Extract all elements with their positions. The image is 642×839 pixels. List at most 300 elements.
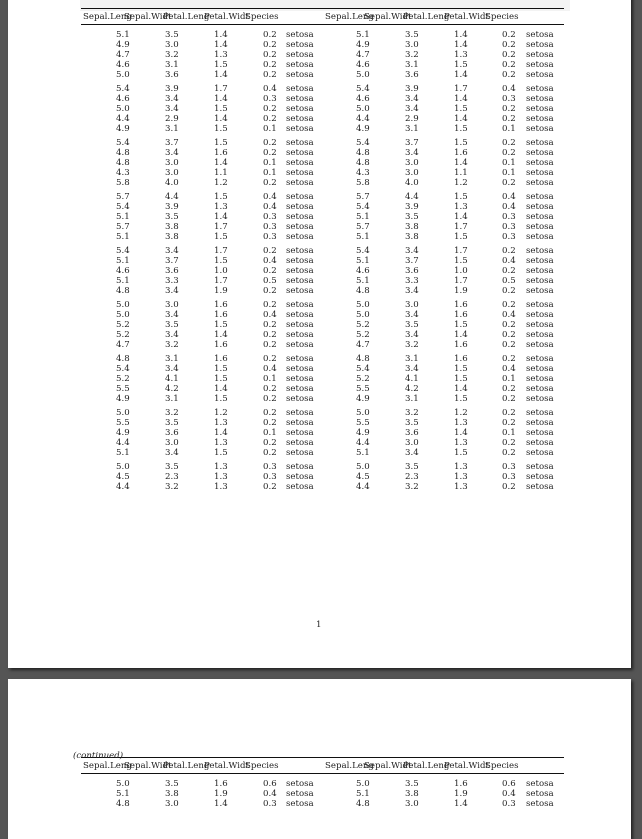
table-cell: 0.2 bbox=[502, 246, 516, 256]
table-cell: 4.8 bbox=[116, 799, 130, 809]
table-cell: 0.2 bbox=[502, 148, 516, 158]
table-cell: setosa bbox=[526, 340, 554, 350]
table-cell: 4.6 bbox=[116, 60, 130, 70]
table-cell: setosa bbox=[526, 330, 554, 340]
table-cell: 1.1 bbox=[214, 168, 228, 178]
table-cell: 0.2 bbox=[502, 178, 516, 188]
table-cell: 4.9 bbox=[116, 394, 130, 404]
table-cell: 1.4 bbox=[454, 158, 468, 168]
table-cell: 4.2 bbox=[165, 384, 179, 394]
table-cell: 1.4 bbox=[454, 94, 468, 104]
table-cell: setosa bbox=[286, 330, 314, 340]
table-cell: 0.2 bbox=[502, 408, 516, 418]
table-cell: 1.7 bbox=[214, 246, 228, 256]
table-row bbox=[81, 266, 564, 276]
table-cell: 4.4 bbox=[116, 482, 130, 492]
table-cell: 1.4 bbox=[454, 212, 468, 222]
table-row bbox=[81, 246, 564, 256]
table-cell: 1.5 bbox=[454, 374, 468, 384]
table-cell: 1.4 bbox=[454, 384, 468, 394]
table-cell: 3.5 bbox=[165, 779, 179, 789]
table-cell: 3.5 bbox=[165, 30, 179, 40]
table-cell: 1.3 bbox=[454, 482, 468, 492]
table-cell: 4.3 bbox=[356, 168, 370, 178]
table-cell: 0.4 bbox=[502, 202, 516, 212]
table-cell: 0.2 bbox=[502, 266, 516, 276]
table-cell: setosa bbox=[526, 266, 554, 276]
table-cell: setosa bbox=[526, 428, 554, 438]
table-cell: setosa bbox=[286, 394, 314, 404]
table-cell: 5.0 bbox=[116, 310, 130, 320]
table-cell: 0.2 bbox=[263, 286, 277, 296]
table-cell: 3.5 bbox=[405, 418, 419, 428]
table-cell: 1.9 bbox=[454, 286, 468, 296]
table-cell: 0.2 bbox=[263, 178, 277, 188]
table-cell: setosa bbox=[526, 462, 554, 472]
table-cell: 0.4 bbox=[263, 192, 277, 202]
table-row bbox=[81, 354, 564, 364]
table-cell: 1.6 bbox=[214, 148, 228, 158]
table-cell: 1.5 bbox=[214, 138, 228, 148]
table-cell: 1.3 bbox=[454, 202, 468, 212]
table-cell: 3.2 bbox=[165, 340, 179, 350]
table-row bbox=[81, 30, 564, 40]
table-row bbox=[81, 286, 564, 296]
table-cell: 4.2 bbox=[405, 384, 419, 394]
table-cell: 5.4 bbox=[116, 246, 130, 256]
table-row bbox=[81, 50, 564, 60]
table-cell: 0.2 bbox=[263, 300, 277, 310]
table-cell: setosa bbox=[526, 138, 554, 148]
table-row bbox=[81, 60, 564, 70]
table-cell: 1.4 bbox=[454, 70, 468, 80]
table-cell: setosa bbox=[526, 364, 554, 374]
table-cell: 1.7 bbox=[454, 246, 468, 256]
table-cell: 1.4 bbox=[454, 330, 468, 340]
table-cell: setosa bbox=[526, 104, 554, 114]
table-cell: 3.1 bbox=[165, 354, 179, 364]
table-cell: 1.5 bbox=[454, 124, 468, 134]
table-cell: 1.5 bbox=[454, 192, 468, 202]
table-cell: 1.4 bbox=[454, 40, 468, 50]
table-cell: 2.3 bbox=[165, 472, 179, 482]
table-row bbox=[81, 428, 564, 438]
table-cell: setosa bbox=[286, 799, 314, 809]
table-cell: 0.3 bbox=[263, 94, 277, 104]
table-cell: 3.1 bbox=[165, 394, 179, 404]
table-cell: 4.4 bbox=[165, 192, 179, 202]
table-cell: 0.4 bbox=[263, 364, 277, 374]
table-cell: 1.6 bbox=[214, 340, 228, 350]
table-cell: 1.2 bbox=[454, 178, 468, 188]
table-cell: 0.2 bbox=[502, 330, 516, 340]
table-cell: 0.2 bbox=[502, 40, 516, 50]
table-cell: setosa bbox=[526, 418, 554, 428]
table-cell: 5.0 bbox=[356, 310, 370, 320]
table-cell: 1.9 bbox=[454, 789, 468, 799]
table-cell: 0.6 bbox=[502, 779, 516, 789]
table-cell: 4.1 bbox=[165, 374, 179, 384]
table-cell: 3.4 bbox=[405, 330, 419, 340]
column-header: Sepal.Leng bbox=[83, 761, 132, 771]
table-cell: 5.7 bbox=[116, 222, 130, 232]
table-cell: 3.6 bbox=[405, 428, 419, 438]
table-row bbox=[81, 799, 564, 809]
table-cell: 0.2 bbox=[263, 266, 277, 276]
table-cell: setosa bbox=[526, 30, 554, 40]
table-cell: 3.0 bbox=[165, 300, 179, 310]
column-header: Sepal.Leng bbox=[325, 761, 374, 771]
table-cell: 3.4 bbox=[405, 246, 419, 256]
table-cell: setosa bbox=[526, 232, 554, 242]
table-cell: setosa bbox=[286, 482, 314, 492]
table-cell: 3.0 bbox=[165, 168, 179, 178]
table-cell: 1.3 bbox=[214, 50, 228, 60]
table-cell: 1.7 bbox=[214, 222, 228, 232]
table-cell: 3.5 bbox=[405, 779, 419, 789]
table-cell: 1.9 bbox=[214, 286, 228, 296]
table-cell: setosa bbox=[526, 114, 554, 124]
table-cell: 5.2 bbox=[356, 374, 370, 384]
table-cell: 5.1 bbox=[356, 448, 370, 458]
column-header: Species bbox=[245, 12, 279, 22]
table-cell: 3.1 bbox=[405, 354, 419, 364]
table-cell: 3.0 bbox=[405, 438, 419, 448]
table-cell: setosa bbox=[286, 266, 314, 276]
table-cell: 0.2 bbox=[502, 340, 516, 350]
table-cell: 3.0 bbox=[405, 40, 419, 50]
table-cell: setosa bbox=[286, 384, 314, 394]
table-cell: 0.3 bbox=[502, 212, 516, 222]
table-cell: 1.6 bbox=[454, 300, 468, 310]
table-cell: 0.2 bbox=[263, 482, 277, 492]
table-cell: 0.2 bbox=[502, 320, 516, 330]
table-cell: setosa bbox=[286, 408, 314, 418]
table-cell: setosa bbox=[526, 482, 554, 492]
table-cell: 5.5 bbox=[116, 418, 130, 428]
table-cell: 4.6 bbox=[116, 266, 130, 276]
table-row bbox=[81, 232, 564, 242]
table-row bbox=[81, 212, 564, 222]
table-cell: setosa bbox=[526, 286, 554, 296]
table-cell: 4.8 bbox=[356, 799, 370, 809]
table-cell: 1.5 bbox=[214, 232, 228, 242]
table-cell: 0.1 bbox=[502, 428, 516, 438]
table-cell: 3.0 bbox=[165, 799, 179, 809]
table-cell: 5.5 bbox=[356, 418, 370, 428]
table-cell: setosa bbox=[526, 94, 554, 104]
table-header bbox=[81, 760, 564, 772]
table-row bbox=[81, 438, 564, 448]
table-cell: 4.7 bbox=[356, 50, 370, 60]
table-cell: 1.2 bbox=[214, 178, 228, 188]
table-cell: 3.4 bbox=[165, 286, 179, 296]
table-cell: setosa bbox=[286, 50, 314, 60]
table-cell: setosa bbox=[526, 374, 554, 384]
table-row bbox=[81, 70, 564, 80]
table-cell: 3.4 bbox=[165, 94, 179, 104]
table-cell: 5.1 bbox=[356, 212, 370, 222]
table-cell: 5.1 bbox=[116, 212, 130, 222]
table-cell: 0.4 bbox=[263, 256, 277, 266]
table-cell: setosa bbox=[526, 60, 554, 70]
table-cell: 3.4 bbox=[405, 448, 419, 458]
table-cell: 1.3 bbox=[454, 418, 468, 428]
table-cell: 2.3 bbox=[405, 472, 419, 482]
table-cell: 0.2 bbox=[263, 394, 277, 404]
table-cell: setosa bbox=[526, 799, 554, 809]
table-cell: 3.4 bbox=[165, 310, 179, 320]
column-header: Petal.Leng bbox=[403, 12, 450, 22]
table-cell: setosa bbox=[526, 300, 554, 310]
table-cell: 1.7 bbox=[214, 276, 228, 286]
table-cell: setosa bbox=[286, 320, 314, 330]
table-cell: 3.2 bbox=[165, 408, 179, 418]
table-cell: 1.5 bbox=[214, 320, 228, 330]
table-cell: 4.4 bbox=[116, 438, 130, 448]
table-cell: setosa bbox=[286, 428, 314, 438]
table-cell: 3.4 bbox=[165, 364, 179, 374]
table-row bbox=[81, 374, 564, 384]
table-cell: 4.7 bbox=[356, 340, 370, 350]
table-cell: 5.0 bbox=[116, 70, 130, 80]
table-cell: 0.2 bbox=[502, 384, 516, 394]
table-cell: setosa bbox=[286, 354, 314, 364]
table-header bbox=[81, 11, 564, 23]
table-top-rule bbox=[81, 8, 564, 9]
table-cell: 1.5 bbox=[214, 448, 228, 458]
table-cell: 3.4 bbox=[405, 104, 419, 114]
table-cell: 5.4 bbox=[116, 202, 130, 212]
table-cell: 3.4 bbox=[165, 330, 179, 340]
table-cell: 1.3 bbox=[214, 482, 228, 492]
table-cell: 3.2 bbox=[405, 50, 419, 60]
table-cell: 3.5 bbox=[165, 320, 179, 330]
table-row bbox=[81, 330, 564, 340]
table-cell: 1.3 bbox=[454, 438, 468, 448]
table-cell: setosa bbox=[526, 212, 554, 222]
table-cell: setosa bbox=[286, 789, 314, 799]
table-cell: 3.1 bbox=[405, 124, 419, 134]
table-cell: 4.5 bbox=[116, 472, 130, 482]
table-cell: 3.8 bbox=[405, 789, 419, 799]
table-cell: 3.4 bbox=[405, 364, 419, 374]
table-cell: 4.4 bbox=[356, 114, 370, 124]
table-cell: 4.7 bbox=[116, 50, 130, 60]
table-cell: 1.1 bbox=[454, 168, 468, 178]
column-header: Sepal.Widt bbox=[124, 761, 172, 771]
table-cell: 1.4 bbox=[214, 158, 228, 168]
table-cell: 1.6 bbox=[454, 148, 468, 158]
table-row bbox=[81, 256, 564, 266]
table-cell: 1.4 bbox=[214, 40, 228, 50]
table-cell: 3.6 bbox=[165, 428, 179, 438]
table-cell: 0.1 bbox=[263, 428, 277, 438]
table-cell: setosa bbox=[526, 202, 554, 212]
table-row bbox=[81, 340, 564, 350]
table-cell: 3.7 bbox=[405, 256, 419, 266]
table-cell: 5.0 bbox=[116, 462, 130, 472]
table-cell: 5.0 bbox=[356, 300, 370, 310]
table-cell: 4.8 bbox=[116, 148, 130, 158]
column-header: Sepal.Widt bbox=[364, 12, 412, 22]
table-cell: 4.6 bbox=[356, 266, 370, 276]
table-cell: 0.2 bbox=[502, 482, 516, 492]
column-header: Sepal.Widt bbox=[124, 12, 172, 22]
table-cell: 3.7 bbox=[165, 138, 179, 148]
table-cell: 4.3 bbox=[116, 168, 130, 178]
table-cell: 0.2 bbox=[263, 354, 277, 364]
table-cell: 0.3 bbox=[263, 222, 277, 232]
table-cell: 1.4 bbox=[214, 212, 228, 222]
table-cell: 5.7 bbox=[116, 192, 130, 202]
table-cell: 3.9 bbox=[165, 202, 179, 212]
table-cell: 1.5 bbox=[454, 320, 468, 330]
table-cell: 0.1 bbox=[263, 374, 277, 384]
table-cell: setosa bbox=[526, 158, 554, 168]
table-cell: setosa bbox=[286, 148, 314, 158]
column-header: Species bbox=[245, 761, 279, 771]
table-row bbox=[81, 40, 564, 50]
table-cell: 5.0 bbox=[116, 779, 130, 789]
table-cell: 3.6 bbox=[165, 70, 179, 80]
table-cell: 3.4 bbox=[165, 148, 179, 158]
table-cell: 0.3 bbox=[502, 94, 516, 104]
table-cell: 3.0 bbox=[165, 40, 179, 50]
table-cell: setosa bbox=[286, 138, 314, 148]
table-cell: setosa bbox=[526, 354, 554, 364]
table-cell: setosa bbox=[286, 286, 314, 296]
table-cell: 0.4 bbox=[263, 310, 277, 320]
table-cell: 0.3 bbox=[502, 462, 516, 472]
table-header-rule bbox=[81, 773, 564, 774]
table-cell: 0.2 bbox=[263, 320, 277, 330]
table-cell: 1.5 bbox=[214, 104, 228, 114]
table-cell: 4.9 bbox=[116, 40, 130, 50]
table-cell: 0.4 bbox=[502, 310, 516, 320]
table-cell: 0.1 bbox=[263, 158, 277, 168]
table-cell: 1.5 bbox=[454, 60, 468, 70]
table-cell: 0.6 bbox=[263, 779, 277, 789]
table-cell: 0.4 bbox=[263, 202, 277, 212]
table-cell: 0.1 bbox=[263, 168, 277, 178]
table-cell: setosa bbox=[286, 178, 314, 188]
table-cell: setosa bbox=[286, 276, 314, 286]
table-cell: 1.0 bbox=[454, 266, 468, 276]
table-cell: 1.6 bbox=[214, 779, 228, 789]
table-cell: 5.0 bbox=[356, 104, 370, 114]
table-cell: 5.4 bbox=[356, 84, 370, 94]
table-cell: 3.5 bbox=[165, 212, 179, 222]
table-cell: 1.3 bbox=[454, 462, 468, 472]
table-cell: setosa bbox=[526, 50, 554, 60]
table-cell: 0.1 bbox=[263, 124, 277, 134]
table-cell: 1.5 bbox=[454, 256, 468, 266]
column-header: Species bbox=[485, 12, 519, 22]
table-cell: 0.2 bbox=[502, 70, 516, 80]
table-cell: setosa bbox=[286, 340, 314, 350]
table-cell: 4.5 bbox=[356, 472, 370, 482]
table-cell: setosa bbox=[286, 246, 314, 256]
table-cell: 3.8 bbox=[165, 789, 179, 799]
table-cell: 5.2 bbox=[116, 374, 130, 384]
table-cell: setosa bbox=[526, 448, 554, 458]
table-cell: 5.7 bbox=[356, 222, 370, 232]
table-cell: 5.1 bbox=[116, 789, 130, 799]
table-cell: setosa bbox=[286, 40, 314, 50]
table-cell: 0.2 bbox=[502, 104, 516, 114]
table-row bbox=[81, 384, 564, 394]
table-row bbox=[81, 114, 564, 124]
continued-label: (continued) bbox=[73, 751, 124, 761]
table-cell: setosa bbox=[526, 124, 554, 134]
table-cell: setosa bbox=[286, 310, 314, 320]
table-cell: 3.7 bbox=[165, 256, 179, 266]
table-cell: setosa bbox=[526, 70, 554, 80]
table-cell: 4.4 bbox=[356, 438, 370, 448]
table-cell: 0.2 bbox=[502, 60, 516, 70]
table-cell: 1.5 bbox=[454, 448, 468, 458]
table-cell: 3.0 bbox=[405, 158, 419, 168]
table-cell: 1.0 bbox=[214, 266, 228, 276]
table-cell: 1.5 bbox=[214, 124, 228, 134]
table-row bbox=[81, 310, 564, 320]
table-cell: 1.4 bbox=[214, 94, 228, 104]
table-cell: 0.2 bbox=[502, 418, 516, 428]
table-cell: setosa bbox=[286, 158, 314, 168]
table-cell: setosa bbox=[286, 222, 314, 232]
table-cell: 1.3 bbox=[214, 462, 228, 472]
table-cell: 1.4 bbox=[454, 30, 468, 40]
table-cell: setosa bbox=[526, 40, 554, 50]
table-cell: 0.3 bbox=[502, 222, 516, 232]
table-cell: setosa bbox=[526, 168, 554, 178]
column-header: Petal.Leng bbox=[163, 761, 210, 771]
table-cell: 5.8 bbox=[356, 178, 370, 188]
table-cell: 5.5 bbox=[116, 384, 130, 394]
column-header: Sepal.Widt bbox=[364, 761, 412, 771]
table-cell: 0.2 bbox=[263, 408, 277, 418]
table-row bbox=[81, 158, 564, 168]
table-cell: 0.2 bbox=[263, 418, 277, 428]
table-cell: 1.7 bbox=[454, 276, 468, 286]
table-cell: 5.4 bbox=[356, 138, 370, 148]
table-cell: 1.6 bbox=[454, 310, 468, 320]
table-cell: 3.4 bbox=[405, 148, 419, 158]
table-cell: 5.4 bbox=[116, 84, 130, 94]
table-cell: setosa bbox=[286, 364, 314, 374]
table-cell: 3.0 bbox=[405, 168, 419, 178]
table-cell: 0.3 bbox=[263, 462, 277, 472]
table-cell: 5.5 bbox=[356, 384, 370, 394]
table-cell: 5.0 bbox=[116, 300, 130, 310]
table-cell: setosa bbox=[286, 70, 314, 80]
column-header: Sepal.Leng bbox=[325, 12, 374, 22]
table-cell: 4.0 bbox=[405, 178, 419, 188]
table-cell: 3.6 bbox=[165, 266, 179, 276]
table-cell: 1.5 bbox=[454, 232, 468, 242]
table-cell: 1.5 bbox=[214, 374, 228, 384]
table-cell: 4.4 bbox=[116, 114, 130, 124]
table-cell: 1.7 bbox=[214, 84, 228, 94]
table-cell: 1.5 bbox=[214, 256, 228, 266]
table-cell: 0.4 bbox=[502, 364, 516, 374]
table-cell: 5.0 bbox=[356, 779, 370, 789]
table-cell: setosa bbox=[526, 320, 554, 330]
table-cell: 3.4 bbox=[165, 448, 179, 458]
table-cell: 1.4 bbox=[454, 428, 468, 438]
table-cell: 4.9 bbox=[116, 124, 130, 134]
